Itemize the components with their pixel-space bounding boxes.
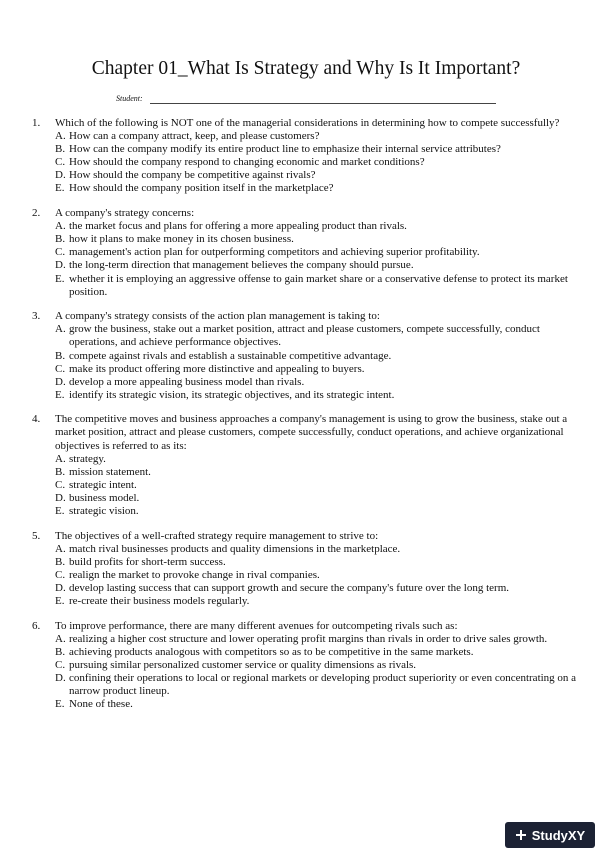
answer-option	[55, 350, 587, 363]
option-text: strategic intent.	[69, 478, 137, 491]
question-body	[55, 413, 587, 518]
answer-option	[55, 556, 587, 569]
page-title: Chapter 01_What Is Strategy and Why Is It Important?	[91, 58, 521, 79]
option-label: C.	[55, 478, 66, 491]
answer-option	[55, 323, 587, 349]
option-text: realizing a higher cost structure and lower operating profit margins than rivals in order to drive sales growth.	[69, 632, 548, 645]
option-text: strategic vision.	[69, 505, 139, 518]
option-label: C.	[55, 568, 66, 581]
option-text: How can a company attract, keep, and please customers?	[69, 130, 320, 143]
option-text: strategy.	[69, 452, 106, 465]
answer-option	[55, 466, 587, 479]
option-label: C.	[55, 362, 66, 375]
answer-option	[55, 273, 587, 299]
answer-option	[55, 363, 587, 376]
plus-icon	[515, 829, 527, 841]
option-text: identify its strategic vision, its strategic objectives, and its strategic intent.	[69, 388, 395, 401]
question-item	[32, 413, 587, 518]
option-text: the market focus and plans for offering a more appealing product than rivals.	[69, 220, 407, 233]
option-label: E.	[55, 595, 65, 608]
answer-option	[55, 492, 587, 505]
option-label: C.	[55, 658, 66, 671]
option-label: A.	[55, 323, 66, 336]
option-label: A.	[55, 220, 66, 233]
student-label: Student:	[116, 94, 143, 103]
option-label: A.	[55, 542, 66, 555]
answer-option	[55, 169, 587, 182]
option-text: management's action plan for outperforming competitors and achieving superior profitability.	[69, 246, 480, 259]
question-item	[32, 310, 587, 402]
question-list	[32, 117, 587, 723]
option-text: None of these.	[69, 698, 133, 711]
option-label: E.	[55, 505, 65, 518]
answer-option	[55, 582, 587, 595]
answer-option	[55, 543, 587, 556]
option-text: confining their operations to local or regional markets or developing product superiority or even concentrating on a narrow product lineup.	[69, 672, 577, 698]
question-body	[55, 530, 587, 609]
answer-option	[55, 698, 587, 711]
option-label: D.	[55, 582, 66, 594]
option-text: match rival businesses products and quality dimensions in the marketplace.	[69, 542, 401, 555]
option-text: grow the business, stake out a market position, attract and please customers, compete successfully, conduct operations, and achieve performance objectives.	[69, 323, 540, 349]
question-item	[32, 620, 587, 712]
option-label: E.	[55, 182, 65, 195]
option-text: mission statement.	[69, 465, 151, 478]
answer-option	[55, 376, 587, 389]
answer-option	[55, 389, 587, 402]
answer-option	[55, 246, 587, 259]
option-text: whether it is employing an aggressive offense to gain market share or a conservative defense to protect its market position.	[69, 272, 568, 298]
option-text: How should the company position itself in the marketplace?	[69, 182, 334, 195]
option-label: D.	[55, 169, 66, 182]
question-stem: A company's strategy consists of the action plan management is taking to:	[55, 310, 380, 323]
answer-option	[55, 672, 587, 698]
question-number: 5.	[32, 529, 41, 542]
question-stem: The competitive moves and business approaches a company's management is using to grow the business, stake out a market position, attract and please customers, compete successfully, conduct operations, and achieve organizational objectives is referred to as its:	[55, 413, 568, 452]
student-name-line	[150, 103, 496, 104]
option-text: business model.	[69, 491, 140, 504]
option-label: E.	[55, 388, 65, 401]
option-label: B.	[55, 349, 66, 362]
option-label: C.	[55, 156, 66, 169]
option-text: achieving products analogous with competitors so as to be competitive in the same markets.	[69, 645, 474, 658]
answer-option	[55, 595, 587, 608]
answer-option	[55, 505, 587, 518]
option-label: B.	[55, 233, 66, 246]
option-text: compete against rivals and establish a sustainable competitive advantage.	[69, 349, 392, 362]
option-label: B.	[55, 465, 66, 478]
question-number: 1.	[32, 117, 41, 129]
question-item	[32, 207, 587, 299]
option-text: pursuing similar personalized customer service or quality dimensions as rivals.	[69, 658, 417, 671]
option-label: B.	[55, 143, 66, 156]
option-text: the long-term direction that management believes the company should pursue.	[69, 259, 414, 272]
option-label: D.	[55, 259, 66, 272]
answer-option	[55, 220, 587, 233]
question-body	[55, 207, 587, 299]
option-label: E.	[55, 272, 65, 285]
logo-text: StudyXY	[531, 827, 586, 843]
question-body	[55, 117, 587, 196]
option-label: D.	[55, 375, 66, 388]
answer-option	[55, 143, 587, 156]
question-stem: A company's strategy concerns:	[55, 207, 195, 220]
answer-option	[55, 479, 587, 492]
option-label: B.	[55, 555, 66, 568]
answer-option	[55, 130, 587, 143]
option-label: E.	[55, 698, 65, 711]
question-body	[55, 620, 587, 712]
question-stem: Which of the following is NOT one of the managerial considerations in determining how to compete successfully?	[55, 117, 560, 129]
question-number: 6.	[32, 619, 41, 632]
option-text: How should the company respond to changing economic and market conditions?	[69, 156, 425, 169]
answer-option	[55, 156, 587, 169]
question-item	[32, 117, 587, 196]
answer-option	[55, 633, 587, 646]
option-text: develop lasting success that can support growth and secure the company's future over the long term.	[69, 582, 510, 594]
option-label: A.	[55, 632, 66, 645]
question-number: 2.	[32, 207, 41, 220]
question-stem: To improve performance, there are many different avenues for outcompeting rivals such as:	[55, 619, 458, 632]
question-item	[32, 530, 587, 609]
option-text: How can the company modify its entire product line to emphasize their internal service attributes?	[69, 143, 501, 156]
option-label: D.	[55, 491, 66, 504]
answer-option	[55, 646, 587, 659]
question-number: 4.	[32, 413, 41, 426]
option-label: C.	[55, 246, 66, 259]
option-label: B.	[55, 645, 66, 658]
option-label: D.	[55, 672, 66, 685]
question-number: 3.	[32, 310, 41, 323]
answer-option	[55, 233, 587, 246]
question-body	[55, 310, 587, 402]
answer-option	[55, 659, 587, 672]
option-text: build profits for short-term success.	[69, 555, 226, 568]
option-text: How should the company be competitive against rivals?	[69, 169, 316, 182]
option-text: realign the market to provoke change in rival companies.	[69, 568, 320, 581]
option-label: A.	[55, 130, 66, 143]
option-text: re-create their business models regularly.	[69, 595, 250, 608]
option-text: how it plans to make money in its chosen business.	[69, 233, 294, 246]
answer-option	[55, 569, 587, 582]
answer-option	[55, 182, 587, 195]
studyxy-logo	[505, 822, 595, 848]
question-stem: The objectives of a well-crafted strategy require management to strive to:	[55, 529, 379, 542]
answer-option	[55, 453, 587, 466]
option-label: A.	[55, 452, 66, 465]
option-text: develop a more appealing business model than rivals.	[69, 375, 305, 388]
answer-option	[55, 259, 587, 272]
option-text: make its product offering more distinctive and appealing to buyers.	[69, 362, 365, 375]
